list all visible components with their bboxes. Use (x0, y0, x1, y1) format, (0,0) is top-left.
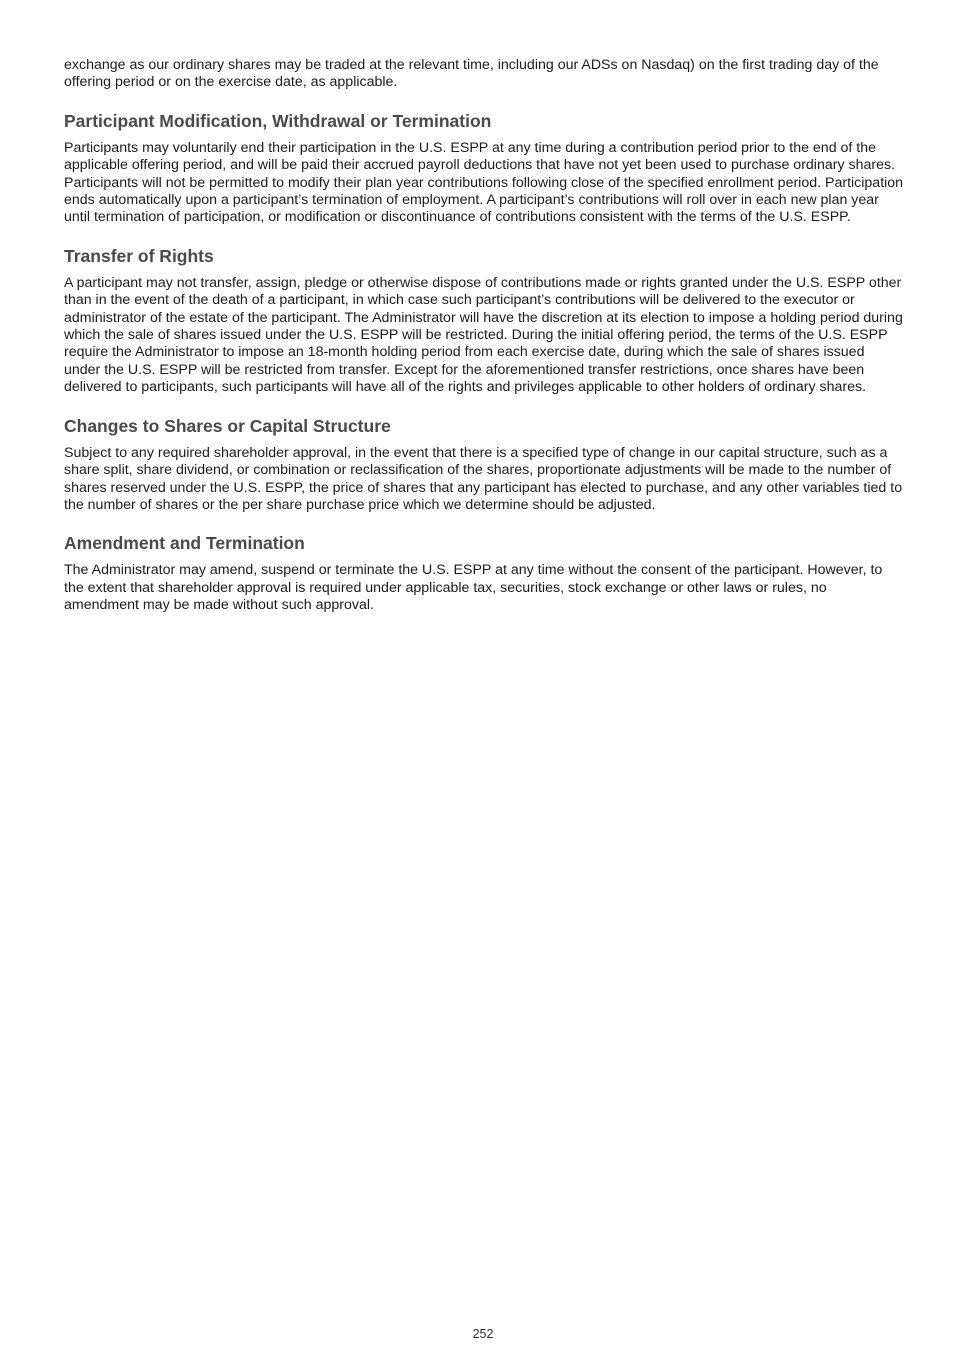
document-page (64, 57, 904, 633)
section-heading: Transfer of Rights (64, 245, 214, 266)
section-participant-modification (64, 110, 904, 227)
section-changes-to-shares (64, 415, 904, 515)
section-heading: Changes to Shares or Capital Structure (64, 415, 391, 436)
section-transfer-of-rights (64, 245, 904, 397)
section-body: Participants may voluntarily end their participation in the U.S. ESPP at any time during a contribution period prior to the end of the applicable offering period, and will be paid their accrued payroll deductions that have not yet been used to purchase ordinary shares. Participants will not be permitted to modify their plan year contributions following close of the specified enrollment period. Participation ends automatically upon a participant’s termination of employment. A participant’s contributions will roll over in each new plan year until termination of participation, or modification or discontinuance of contributions consistent with the terms of the U.S. ESPP. (64, 139, 904, 226)
intro-paragraph: exchange as our ordinary shares may be traded at the relevant time, including our ADSs on Nasdaq) on the first trading day of the offering period or on the exercise date, as applicable. (64, 57, 879, 91)
section-heading: Amendment and Termination (64, 533, 305, 554)
section-body: Subject to any required shareholder approval, in the event that there is a specified type of change in our capital structure, such as a share split, share dividend, or combination or reclassification of the shares, proportionate adjustments will be made to the number of shares reserved under the U.S. ESPP, the price of shares that any participant has elected to purchase, and any other variables tied to the number of shares or the per share purchase price which we determine should be adjusted. (64, 444, 903, 513)
section-body: The Administrator may amend, suspend or terminate the U.S. ESPP at any time without the consent of the participant. However, to the extent that shareholder approval is required under applicable tax, securities, stock exchange or other laws or rules, no amendment may be made without such approval. (64, 562, 883, 614)
page-number: 252 (472, 1327, 494, 1341)
section-heading: Participant Modification, Withdrawal or Termination (64, 110, 492, 131)
section-body: A participant may not transfer, assign, pledge or otherwise dispose of contributions made or rights granted under the U.S. ESPP other than in the event of the death of a participant, in which case such participant’s contributions will be delivered to the executor or administrator of the estate of the participant. The Administrator will have the discretion at its election to impose a holding period during which the sale of shares issued under the U.S. ESPP will be restricted. During the initial offering period, the terms of the U.S. ESPP require the Administrator to impose an 18-month holding period from each exercise date, during which the sale of shares issued under the U.S. ESPP will be restricted from transfer. Except for the aforementioned transfer restrictions, once shares have been delivered to participants, such participants will have all of the rights and privileges applicable to other holders of ordinary shares. (64, 274, 903, 396)
section-amendment-and-termination (64, 532, 904, 614)
